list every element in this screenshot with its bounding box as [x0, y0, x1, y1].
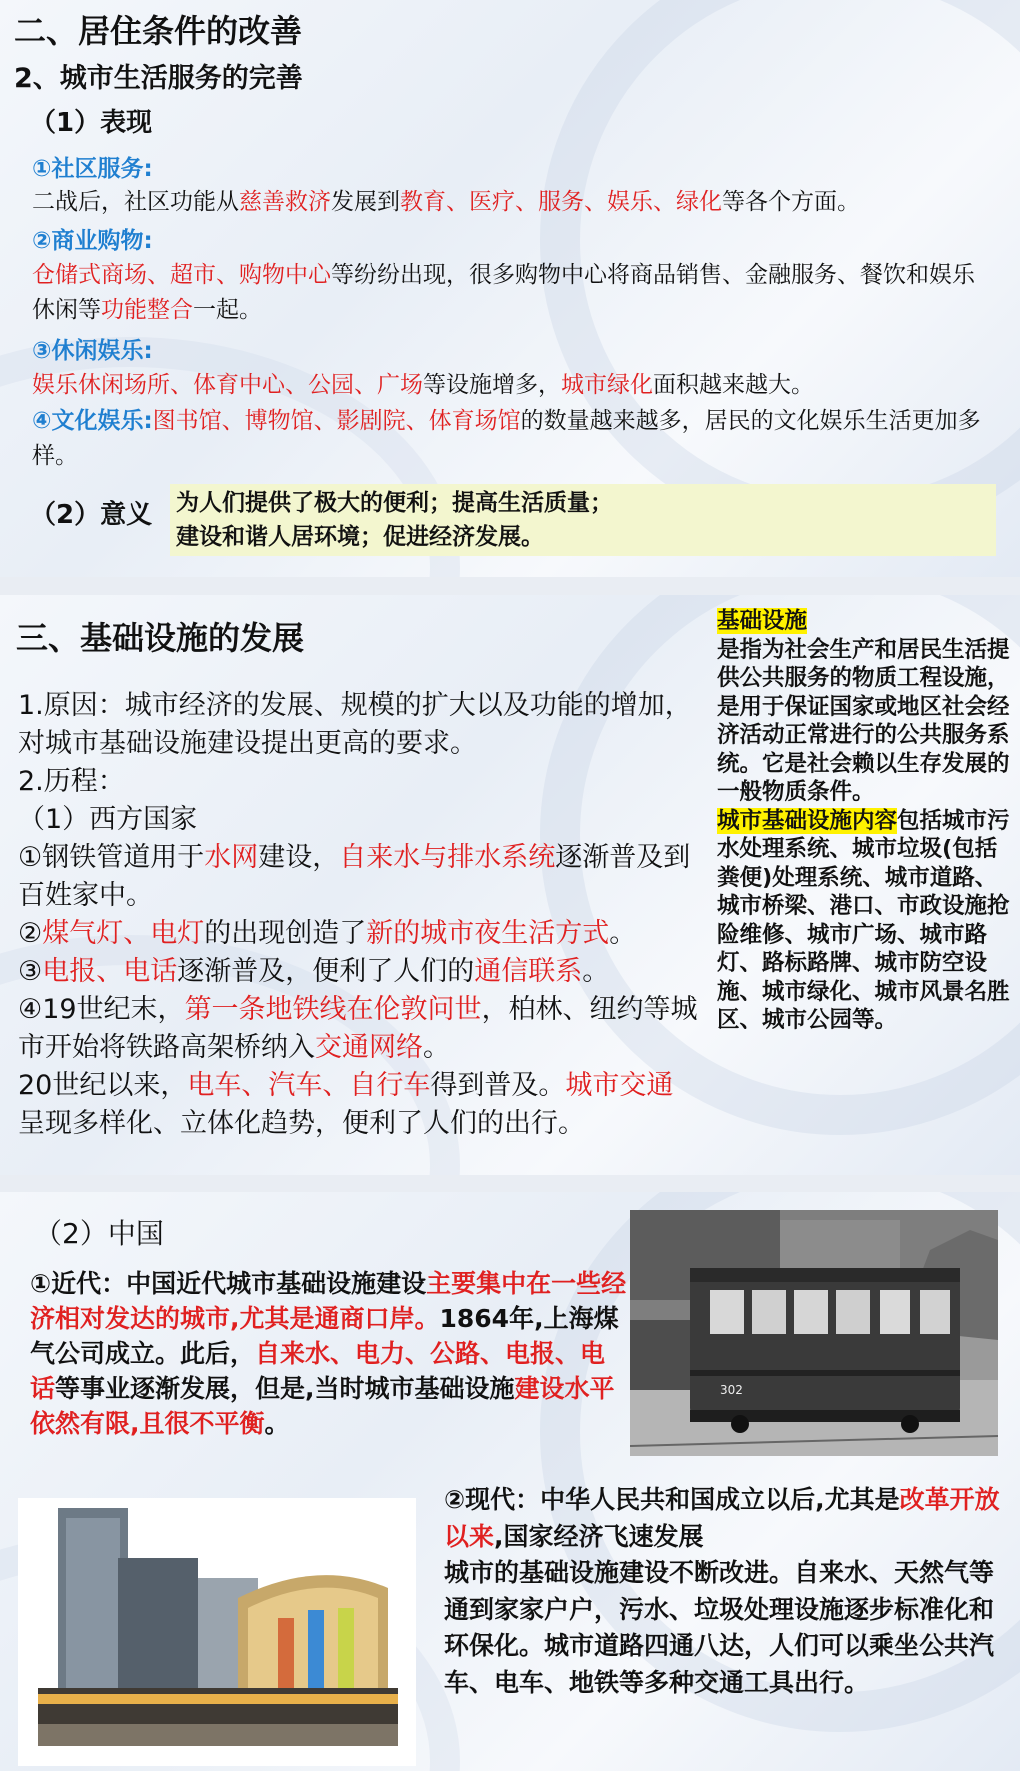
shopping-mall-photo	[18, 1498, 416, 1766]
text-segment: 。	[423, 1032, 450, 1063]
red-keyword: 自来水、电力、公路、电报、电话	[30, 1339, 606, 1403]
text-segment: 的出现创造了	[204, 918, 367, 949]
red-keyword: 交通网络	[315, 1032, 423, 1063]
text-segment: 得到普及。	[430, 1070, 566, 1101]
text-segment: 一起。	[193, 297, 262, 323]
item-lighting	[18, 915, 698, 953]
text-segment: ,国家经济飞速发展	[494, 1521, 704, 1551]
text-segment: 1864年,上海煤气公司成立。此后，	[30, 1304, 619, 1368]
red-keyword: 自来水与排水系统	[339, 842, 556, 873]
slide-living-conditions	[0, 0, 1020, 577]
text-modern-early	[30, 1266, 630, 1441]
text-segment: 建设，	[258, 842, 340, 873]
text-segment: 逐渐普及，便利了人们的	[177, 956, 475, 987]
text-segment: ①钢铁管道用于	[18, 842, 205, 873]
red-keyword: 慈善救济	[239, 189, 331, 215]
text-segment: 发展到	[331, 189, 400, 215]
label-china: （2）中国	[34, 1217, 164, 1250]
red-keyword: 城市绿化	[561, 372, 653, 398]
text-segment: 等纷纷出现，很多购物中心将商品销售、金融服务、餐饮和娱乐休闲等	[32, 262, 975, 323]
slide-infrastructure	[0, 595, 1020, 1175]
text-segment: 呈现多样化、立体化趋势，便利了人们的出行。	[18, 1108, 585, 1139]
definition-text: 是指为社会生产和居民生活提供公共服务的物质工程设施，是用于保证国家或地区社会经济活动正常进行的公共服务系统。它是社会赖以生存发展的一般物质条件。	[717, 636, 1010, 805]
text-segment: 。	[609, 918, 637, 949]
text-community-service	[32, 185, 992, 220]
label-western-countries: （1）西方国家	[18, 804, 198, 835]
item-subway	[18, 991, 698, 1067]
red-keyword: 改革开放以来	[444, 1485, 1000, 1551]
red-keyword: 水网	[204, 842, 259, 873]
label-history: 2.历程：	[18, 766, 125, 797]
tram-number: 302	[720, 1383, 743, 1397]
text-segment: 的数量越来越多，居民的文化娱乐生活更加多样。	[32, 408, 981, 469]
label-significance: （2）意义	[30, 500, 153, 530]
heading-infrastructure: 三、基础设施的发展	[16, 619, 305, 657]
text-segment: 城市的基础设施建设不断改进。自来水、天然气等通到家家户户，污水、垃圾处理设施逐步标准化和环保化。城市道路四通八达，人们可以乘坐公共汽车、电车、地铁等多种交通工具出行。	[444, 1558, 995, 1697]
infrastructure-definition-note	[717, 607, 1013, 1035]
text-leisure	[32, 368, 992, 403]
red-keyword: 新的城市夜生活方式	[366, 918, 610, 949]
text-segment: ④19世纪末，	[18, 994, 185, 1025]
text-segment: ，柏林、纽约等城市开始将铁路高架桥纳入	[18, 994, 698, 1063]
text-culture	[32, 404, 992, 474]
red-keyword: 建设水平依然有限,且很不平衡	[30, 1374, 615, 1438]
text-contemporary	[444, 1482, 1004, 1701]
red-keyword: 主要集中在一些经济相对发达的城市,尤其是通商口岸。	[30, 1269, 627, 1333]
label-shopping: ②商业购物:	[32, 228, 153, 254]
red-keyword: 图书馆、博物馆、影剧院、体育场馆	[152, 408, 521, 434]
red-keyword: 第一条地铁线在伦敦问世	[184, 994, 482, 1025]
text-segment: ②	[18, 918, 43, 949]
red-keyword: 娱乐休闲场所、体育中心、公园、广场	[32, 372, 423, 398]
heading-living-conditions: 二、居住条件的改善	[14, 12, 303, 50]
content-text: 包括城市污水处理系统、城市垃圾(包括粪便)处理系统、城市道路、城市桥梁、港口、市政设施抢险维修、城市广场、城市路灯、路标路牌、城市防空设施、城市绿化、城市风景名胜区、城市公园等。	[717, 807, 1010, 1033]
text-segment: 逐渐普及到百姓家中。	[18, 842, 691, 911]
label-culture: ④文化娱乐:	[32, 408, 153, 434]
heading-performance: （1）表现	[30, 108, 153, 138]
text-segment: 等设施增多，	[423, 372, 561, 398]
text-shopping	[32, 258, 992, 328]
red-keyword: 功能整合	[101, 297, 193, 323]
text-segment: 二战后，社区功能从	[32, 189, 239, 215]
red-keyword: 城市交通	[565, 1070, 674, 1101]
red-keyword: 电报、电话	[42, 956, 178, 987]
text-segment: 。	[582, 956, 610, 987]
item-transport	[18, 1067, 698, 1143]
text-segment: 等各个方面。	[722, 189, 860, 215]
red-keyword: 电车、汽车、自行车	[187, 1070, 431, 1101]
red-keyword: 教育、医疗、服务、娱乐、绿化	[400, 189, 722, 215]
text-segment: 面积越来越大。	[653, 372, 814, 398]
term-city-infrastructure: 城市基础设施内容	[717, 807, 898, 834]
slide-china	[0, 1192, 1020, 1771]
heading-city-services: 2、城市生活服务的完善	[14, 63, 303, 94]
significance-box	[170, 484, 996, 556]
text-reason: 1.原因：城市经济的发展、规模的扩大以及功能的增加，对城市基础设施建设提出更高的要求。	[18, 690, 692, 759]
text-segment: ③	[18, 956, 43, 987]
label-leisure: ③休闲娱乐:	[32, 338, 153, 364]
red-keyword: 通信联系	[474, 956, 583, 987]
item-telecom	[18, 953, 698, 991]
label-community-service: ①社区服务:	[32, 156, 153, 182]
tram-photo	[630, 1210, 998, 1456]
significance-line-2: 建设和谐人居环境；促进经济发展。	[176, 524, 544, 550]
text-segment: ①近代：中国近代城市基础设施建设	[30, 1269, 427, 1298]
text-segment: 20世纪以来，	[18, 1070, 188, 1101]
term-infrastructure: 基础设施	[717, 608, 808, 634]
item-water-network	[18, 839, 698, 915]
red-keyword: 煤气灯、电灯	[42, 918, 205, 949]
text-segment: ②现代：中华人民共和国成立以后,尤其是	[444, 1485, 900, 1514]
text-segment: 等事业逐渐发展，但是,当时城市基础设施	[55, 1374, 515, 1403]
significance-line-1: 为人们提供了极大的便利；提高生活质量；	[176, 490, 613, 516]
text-segment: 。	[264, 1409, 290, 1438]
red-keyword: 仓储式商场、超市、购物中心	[32, 262, 331, 288]
